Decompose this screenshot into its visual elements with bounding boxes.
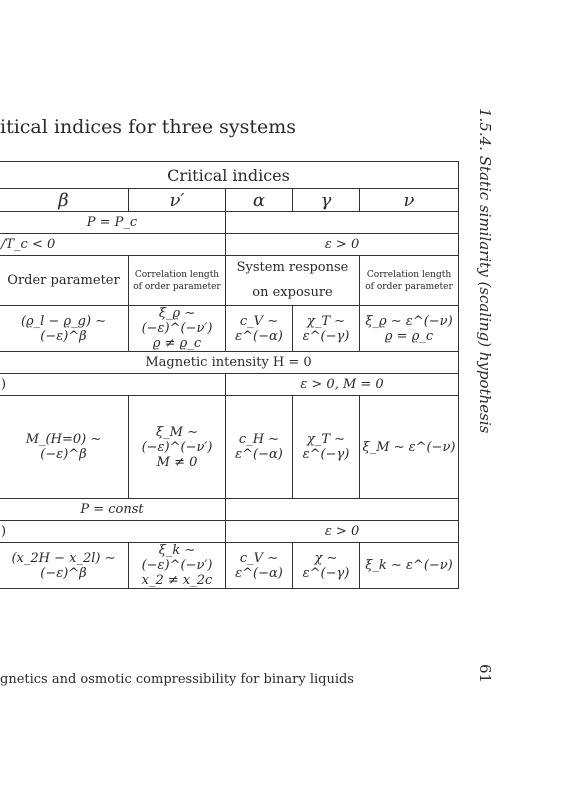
desc-order-parameter: Order parameter bbox=[0, 256, 129, 306]
binary-right-condition: ε > 0 bbox=[226, 521, 459, 543]
desc-correlation-length-2: Correlation length of order parameter bbox=[360, 256, 459, 306]
binary-beta-formula: (x_2H − x_2l) ∼ (−ε)^β bbox=[0, 543, 129, 589]
liquid-condition: P = P_c bbox=[0, 212, 226, 234]
liquid-left-condition: /T_c < 0 bbox=[0, 234, 226, 256]
magnet-nuprime-formula: ξ_M ∼ (−ε)^(−ν′) bbox=[141, 424, 213, 455]
running-head: 1.5.4. Static similarity (scaling) hypothesis bbox=[476, 108, 494, 434]
symbol-gamma: γ bbox=[293, 189, 360, 212]
binary-nuprime-formula: ξ_k ∼ (−ε)^(−ν′) bbox=[141, 543, 213, 574]
symbol-nu: ν bbox=[360, 189, 459, 212]
binary-alpha-formula: c_V ∼ ε^(−α) bbox=[226, 543, 293, 589]
magnet-right-condition: ε > 0, M = 0 bbox=[226, 374, 459, 396]
binary-left-condition: ) bbox=[0, 521, 226, 543]
critical-indices-table bbox=[0, 161, 459, 589]
liquid-beta-formula: (ϱ_l − ϱ_g) ∼ (−ε)^β bbox=[0, 306, 129, 352]
symbol-alpha: α bbox=[226, 189, 293, 212]
liquid-nu-formula: ξ_ϱ ∼ ε^(−ν) bbox=[365, 313, 453, 329]
liquid-nu-condition: ϱ = ϱ_c bbox=[384, 328, 434, 344]
binary-nu-formula: ξ_k ∼ ε^(−ν) bbox=[360, 543, 459, 589]
symbol-nu-prime: ν′ bbox=[129, 189, 226, 212]
magnet-nuprime-condition: M ≠ 0 bbox=[156, 454, 198, 470]
liquid-right-condition: ε > 0 bbox=[226, 234, 459, 256]
magnet-nu-formula: ξ_M ∼ ε^(−ν) bbox=[360, 396, 459, 499]
binary-gamma-formula: χ ∼ ε^(−γ) bbox=[293, 543, 360, 589]
magnet-beta-formula: M_(H=0) ∼ (−ε)^β bbox=[0, 396, 129, 499]
table-title: Critical indices bbox=[0, 162, 459, 189]
binary-condition-blank bbox=[226, 499, 459, 521]
symbol-beta: β bbox=[0, 189, 129, 212]
liquid-alpha-formula: c_V ∼ ε^(−α) bbox=[226, 306, 293, 352]
magnet-left-condition: ) bbox=[0, 374, 226, 396]
magnet-gamma-formula: χ_T ∼ ε^(−γ) bbox=[293, 396, 360, 499]
binary-nuprime-condition: x_2 ≠ x_2c bbox=[141, 573, 213, 589]
liquid-gamma-formula: χ_T ∼ ε^(−γ) bbox=[293, 306, 360, 352]
liquid-nuprime-condition: ϱ ≠ ϱ_c bbox=[152, 336, 202, 352]
table-footnote: gnetics and osmotic compressibility for binary liquids bbox=[0, 672, 354, 687]
desc-correlation-length-1: Correlation length of order parameter bbox=[129, 256, 226, 306]
table-caption: itical indices for three systems bbox=[0, 116, 297, 138]
magnet-condition: Magnetic intensity H = 0 bbox=[0, 352, 459, 374]
liquid-condition-blank bbox=[226, 212, 459, 234]
page-number: 61 bbox=[476, 664, 494, 684]
liquid-nuprime-formula: ξ_ϱ ∼ (−ε)^(−ν′) bbox=[141, 306, 213, 337]
magnet-alpha-formula: c_H ∼ ε^(−α) bbox=[226, 396, 293, 499]
binary-condition: P = const bbox=[0, 499, 226, 521]
desc-system-response: System response on exposure bbox=[226, 256, 360, 306]
